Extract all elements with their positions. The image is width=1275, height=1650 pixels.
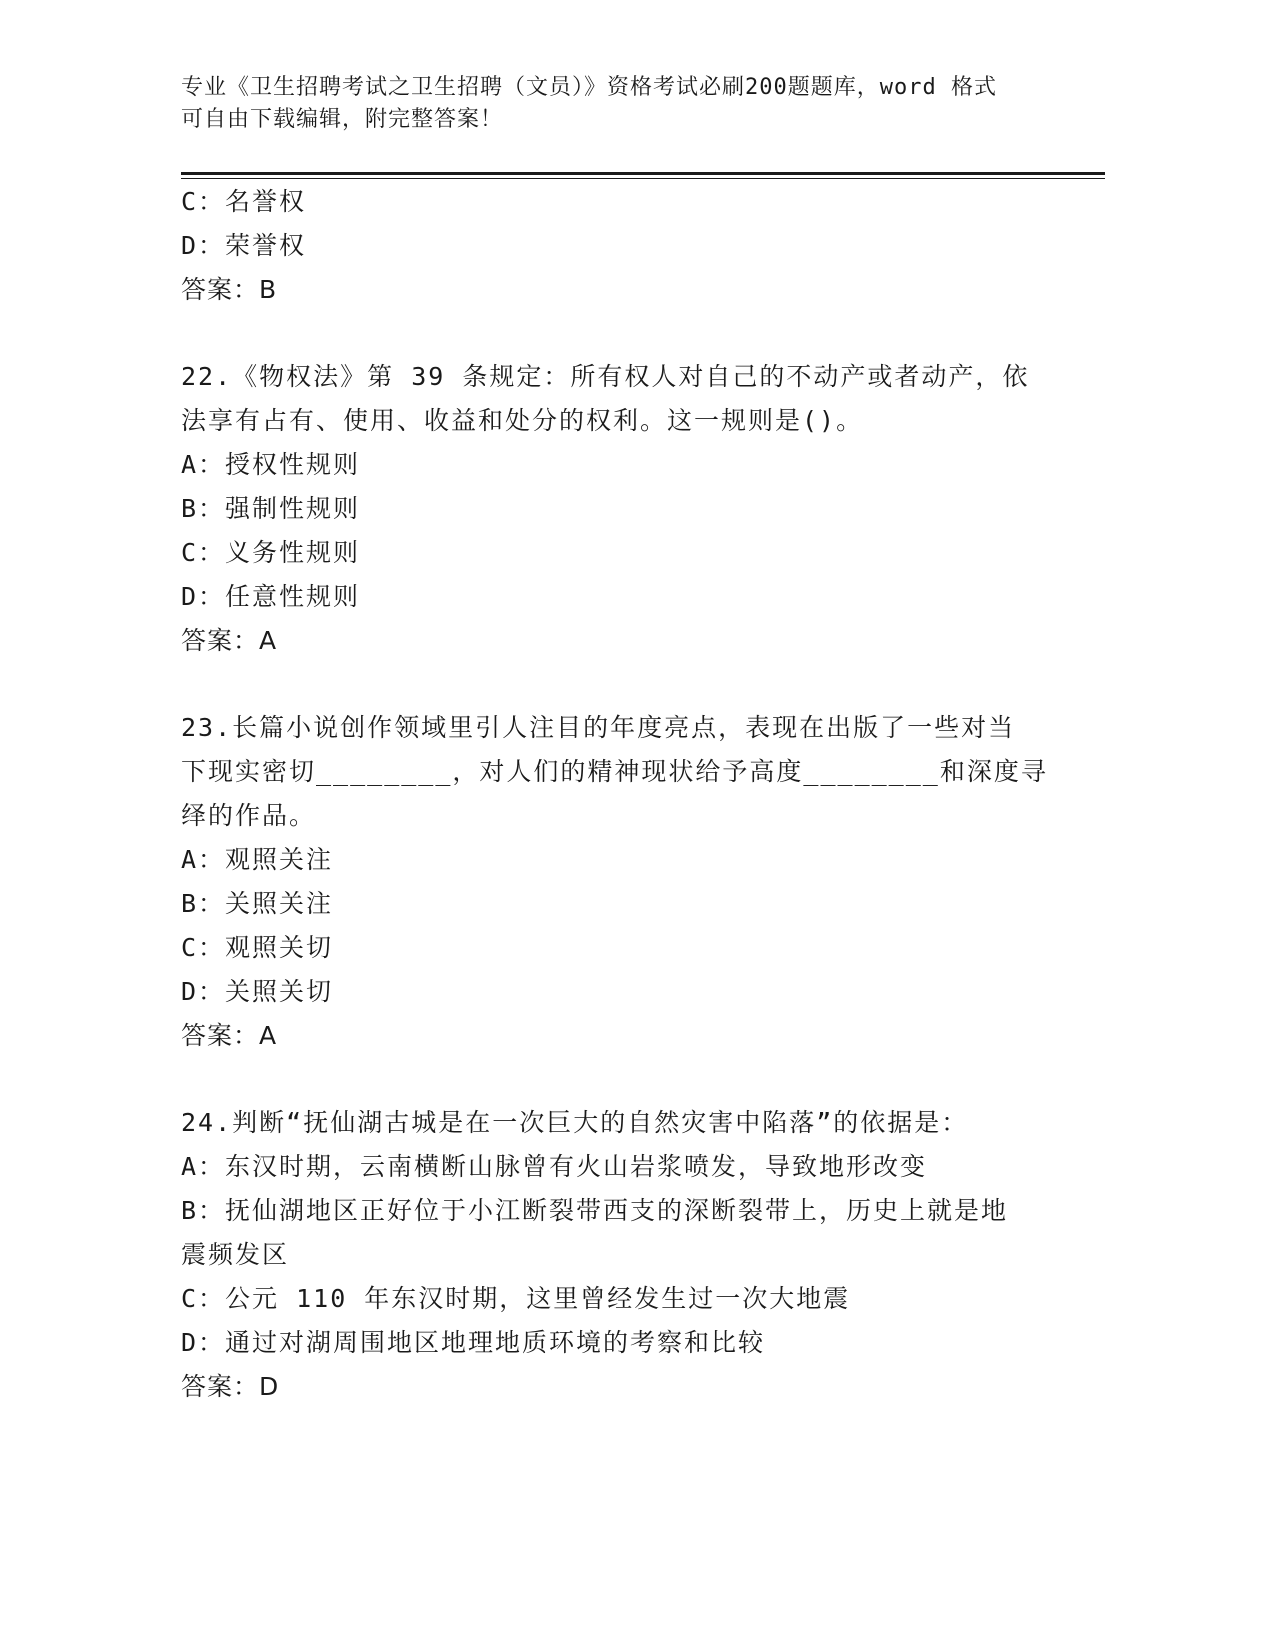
question-stem: 24.判断“抚仙湖古城是在一次巨大的自然灾害中陷落”的依据是： [181, 1108, 969, 1137]
header-line-2: 可自由下载编辑，附完整答案！ [181, 107, 504, 132]
option-c: C：观照关切 [181, 933, 334, 962]
question-block-23 [181, 706, 1061, 1058]
option-c: C：名誉权 [181, 187, 307, 216]
question-block-24 [181, 1101, 1061, 1409]
option-d: D：通过对湖周围地区地理地质环境的考察和比较 [181, 1328, 766, 1357]
option-b: B：强制性规则 [181, 494, 361, 523]
spacer [181, 1058, 1061, 1101]
header-divider-thick [181, 172, 1105, 175]
answer-line: 答案：D [181, 1372, 280, 1401]
document-header [181, 72, 1081, 136]
answer-line: 答案：A [181, 1021, 278, 1050]
question-block-21-continued [181, 180, 1061, 312]
option-b-continued: 震频发区 [181, 1240, 290, 1269]
question-stem: 22.《物权法》第 39 条规定：所有权人对自己的不动产或者动产，依 [181, 362, 1030, 391]
question-stem: 法享有占有、使用、收益和处分的权利。这一规则是()。 [181, 406, 864, 435]
question-stem: 下现实密切________，对人们的精神现状给予高度________和深度寻 [181, 757, 1048, 786]
question-stem: 23.长篇小说创作领域里引人注目的年度亮点，表现在出版了一些对当 [181, 713, 1016, 742]
option-c: C：义务性规则 [181, 538, 361, 567]
question-stem: 绎的作品。 [181, 801, 317, 830]
answer-line: 答案：A [181, 626, 278, 655]
question-block-22 [181, 355, 1061, 663]
option-b: B：抚仙湖地区正好位于小江断裂带西支的深断裂带上，历史上就是地 [181, 1196, 1009, 1225]
question-list [181, 180, 1061, 1409]
spacer [181, 663, 1061, 706]
option-a: A：观照关注 [181, 845, 334, 874]
option-a: A：东汉时期，云南横断山脉曾有火山岩浆喷发，导致地形改变 [181, 1152, 928, 1181]
option-d: D：荣誉权 [181, 231, 307, 260]
option-c: C：公元 110 年东汉时期，这里曾经发生过一次大地震 [181, 1284, 851, 1313]
option-b: B：关照关注 [181, 889, 334, 918]
option-d: D：任意性规则 [181, 582, 361, 611]
header-line-1: 专业《卫生招聘考试之卫生招聘（文员）》资格考试必刷200题题库，word 格式 [181, 75, 997, 100]
answer-line: 答案：B [181, 275, 278, 304]
option-d: D：关照关切 [181, 977, 334, 1006]
option-a: A：授权性规则 [181, 450, 361, 479]
header-divider-thin [181, 178, 1105, 179]
spacer [181, 312, 1061, 355]
